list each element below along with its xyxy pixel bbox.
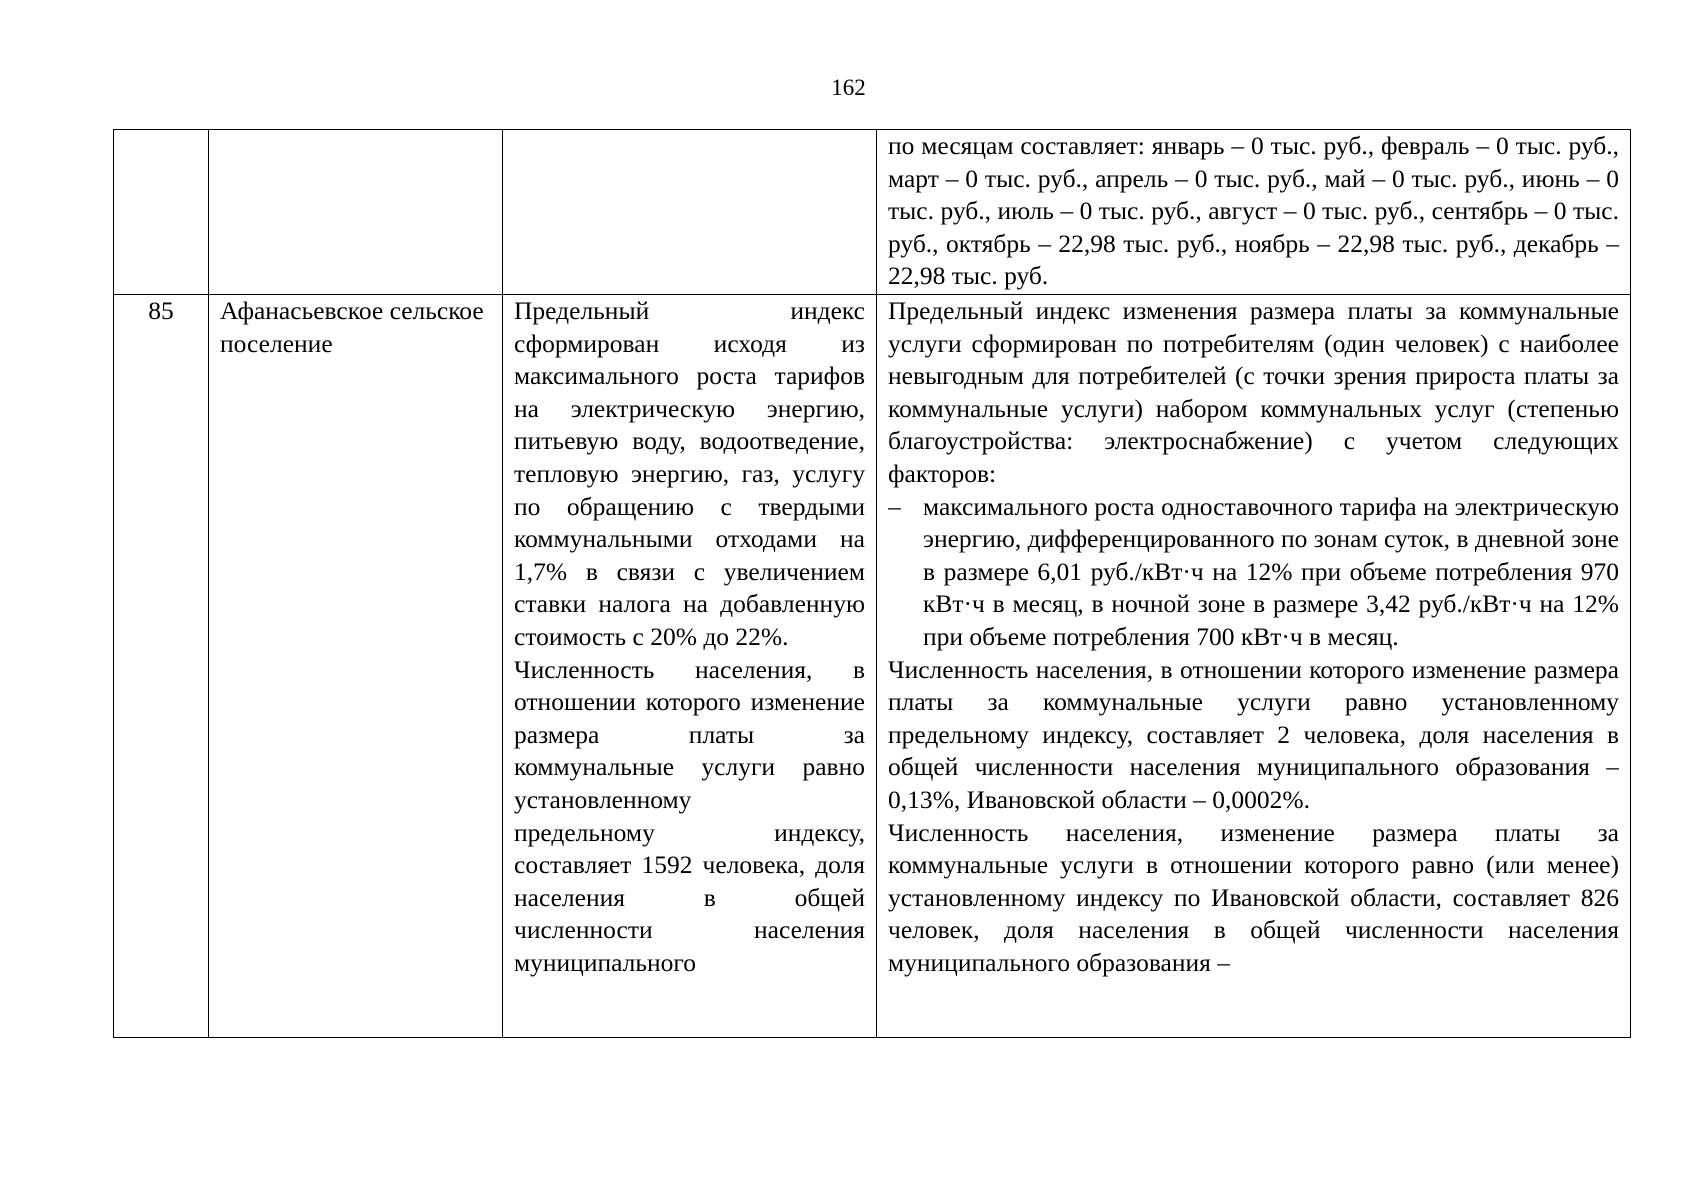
basis-paragraph-3: предельному индексу, составляет 1592 человека, доля населения в общей численности населения муниципального bbox=[514, 817, 865, 977]
cell-index-basis bbox=[503, 295, 877, 1038]
dash-marker: – bbox=[888, 491, 901, 521]
cell-monthly-values bbox=[877, 130, 1631, 295]
description-intro: Предельный индекс изменения размера платы за коммунальные услуги сформирован по потребителям (один человек) с наиболее невыгодным для потребителей (с точки зрения прироста платы за коммунальные услуги) набором коммунальных услуг (степенью благоустройства: электроснабжение) с учетом следующих факторов: bbox=[888, 296, 1619, 488]
factor-text: максимального роста одноставочного тарифа на электрическую энергию, дифференцированного по зонам суток, в дневной зоне в размере 6,01 руб./кВт·ч на 12% при объеме потребления 970 кВт·ч в месяц, в ночной зоне в размере 3,42 руб./кВт·ч на 12% при объеме потребления 700 кВт·ч в месяц. bbox=[923, 491, 1619, 651]
cell-municipality: Афанасьевское сельское поселение bbox=[209, 295, 503, 1038]
table-row-continued bbox=[114, 130, 1631, 295]
description-population-1: Численность населения, в отношении которого изменение размера платы за коммунальные услуги равно установленному предельному индексу, составляет 2 человека, доля населения в общей численности населения муниципального образования – 0,13%, Ивановской области – 0,0002%. bbox=[888, 654, 1619, 814]
cell-municipality-empty bbox=[209, 130, 503, 295]
basis-paragraph-2: Численность населения, в отношении которого изменение размера платы за коммунальные услуги равно установленному bbox=[514, 654, 865, 814]
cell-basis-empty bbox=[503, 130, 877, 295]
page-number: 162 bbox=[831, 75, 866, 100]
cell-number-empty bbox=[114, 130, 209, 295]
factor-list-item bbox=[888, 491, 1619, 654]
basis-paragraph-1: Предельный индекс сформирован исходя из максимального роста тарифов на электрическую энергию, питьевую воду, водоотведение, тепловую энергию, газ, услугу по обращению с твердыми коммунальными отходами на 1,7% в связи с увеличением ставки налога на добавленную стоимость с 20% до 22%. bbox=[514, 296, 865, 651]
monthly-values-text: по месяцам составляет: январь – 0 тыс. руб., февраль – 0 тыс. руб., март – 0 тыс. руб., апрель – 0 тыс. руб., май – 0 тыс. руб., июнь – 0 тыс. руб., июль – 0 тыс. руб., август – 0 тыс. руб., сентябрь – 0 тыс. руб., октябрь – 22,98 тыс. руб., ноябрь – 22,98 тыс. руб., декабрь – 22,98 тыс. руб. bbox=[888, 131, 1619, 291]
table-row-85 bbox=[114, 295, 1631, 1038]
tariff-table bbox=[113, 129, 1631, 1038]
cell-index-description bbox=[877, 295, 1631, 1038]
description-population-2: Численность населения, изменение размера платы за коммунальные услуги в отношении которого равно (или менее) установленному индексу по Ивановской области, составляет 826 человек, доля населения в общей численности населения муниципального образования – bbox=[888, 817, 1619, 977]
cell-row-number: 85 bbox=[114, 295, 209, 1038]
